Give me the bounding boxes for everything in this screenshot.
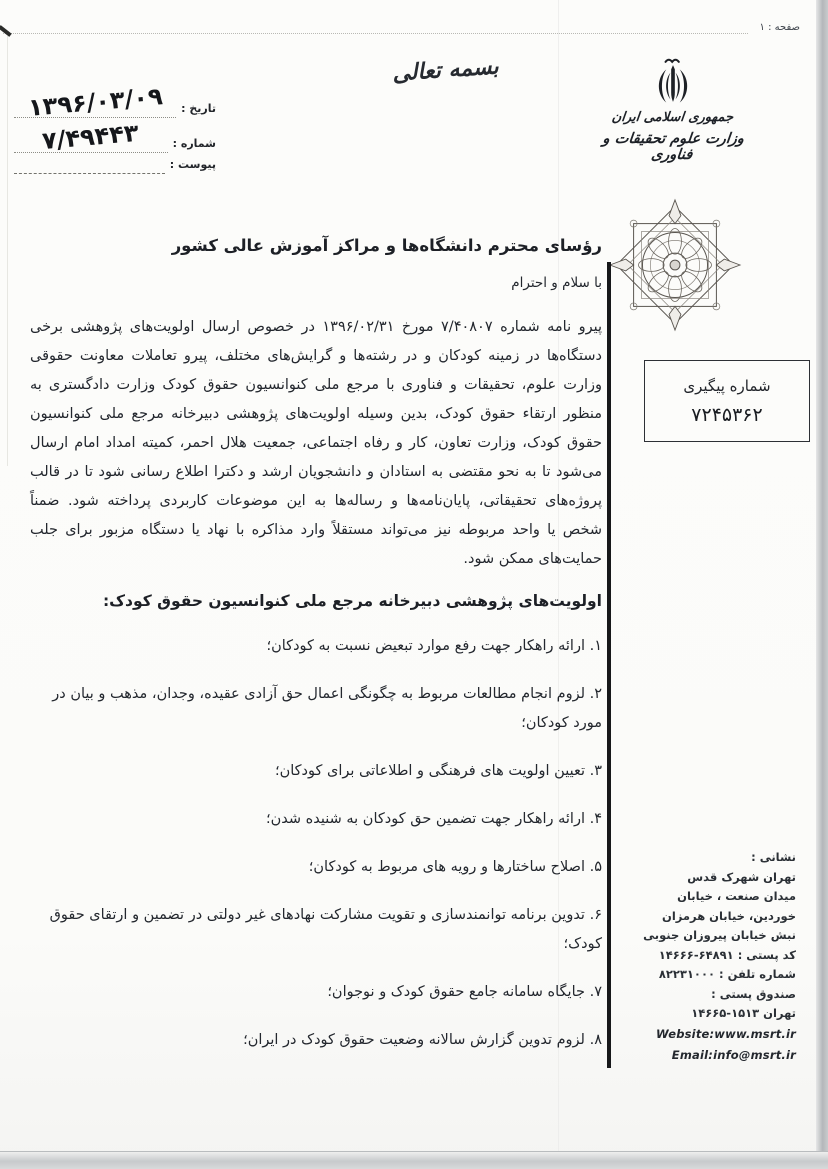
- priority-item-1: ۱. ارائه راهکار جهت رفع موارد تبعیض نسبت به کودکان؛: [266, 638, 602, 654]
- address-line: خوردین، خیابان هرمزان: [662, 908, 796, 923]
- attachment-blank-line: [14, 161, 165, 174]
- po-box-label: صندوق پستی :: [711, 986, 796, 1001]
- letter-main-column: [30, 236, 602, 1074]
- website-line: Website:www.msrt.ir: [656, 1026, 796, 1041]
- phone-line: [598, 965, 796, 985]
- po-box-line: [598, 1004, 796, 1024]
- priority-item-3: ۳. تعیین اولویت های فرهنگی و اطلاعاتی برای کودکان؛: [274, 763, 602, 779]
- priority-item-5: ۵. اصلاح ساختارها و رویه های مربوط به کودکان؛: [308, 859, 602, 875]
- priority-item-8: ۸. لزوم تدوین گزارش سالانه وضعیت حقوق کودک در ایران؛: [243, 1032, 602, 1048]
- priority-item-6: ۶. تدوین برنامه توانمندسازی و تقویت مشارکت نهادهای غیر دولتی در تضمین و ارتقای حقوق کودک؛: [49, 907, 602, 952]
- tracking-number-label: شماره پیگیری: [683, 376, 771, 395]
- postal-code-line: [598, 946, 796, 966]
- address-line: میدان صنعت ، خیابان: [677, 889, 796, 903]
- number-value-handwritten: ۷/۴۹۴۴۳: [41, 118, 141, 156]
- address-line: تهران شهرک قدس: [687, 869, 796, 884]
- letter-body-paragraph: پیرو نامه شماره ۷/۴۰۸۰۷ مورخ ۱۳۹۶/۰۲/۳۱ در خصوص ارسال اولویت‌های پژوهشی برخی دستگاه‌ها در زمینه کودکان و در رشته‌ها و گرایش‌های مختلف، پیرو تعاملات معاونت حقوقی وزارت علوم، تحقیقات و فناوری با مرجع ملی کنوانسیون حقوق کودک وزارت دادگستری به منظور ارتقاء حقوق کودک، بدین وسیله اولویت‌های پژوهشی دبیرخانه مرجع ملی کنوانسیون حقوق کودک، وزارت تعاون، کار و رفاه اجتماعی، جمعیت هلال احمر، کمیته امداد امام ارسال می‌شود تا به نحو مقتضی به استادان و دانشجویان ارشد و دکترا اطلاع رسانی شود تا در قالب پروژه‌های تحقیقاتی، پایان‌نامه‌ها و رساله‌ها به این موضوعات کاربردی پرداخته شود. ضمناً شخص یا واحد مربوطه نیز می‌تواند مستقلاً وارد مذاکره با نهاد یا دستگاه مزبور برای جلب حمایت‌های ممکن شود.: [30, 319, 602, 567]
- scan-left-faint-line: [7, 36, 8, 466]
- address-line: نبش خیابان پیروزان جنوبی: [643, 928, 796, 942]
- postal-code-label: کد پستی :: [737, 947, 796, 962]
- eight-point-star-rosette-icon: [604, 196, 746, 334]
- phone-value: ۸۲۲۳۱۰۰۰: [658, 967, 715, 981]
- contact-block: [598, 848, 796, 1066]
- phone-label: شماره تلفن :: [719, 967, 796, 981]
- priority-item-2: ۲. لزوم انجام مطالعات مربوط به چگونگی اعمال حق آزادی عقیده، وجدان، مذهب و بیان در مورد کودکان؛: [52, 686, 602, 731]
- priority-item-4: ۴. ارائه راهکار جهت تضمین حق کودکان به شنیده شدن؛: [266, 811, 602, 827]
- postal-code-value: ۱۴۶۶۶-۶۴۸۹۱: [658, 947, 734, 962]
- priority-item-7: ۷. جایگاه سامانه جامع حقوق کودک و نوجوان؛: [327, 984, 602, 1000]
- scan-left-edge-mark: [0, 25, 12, 37]
- scan-bottom-edge-band: [0, 1151, 828, 1169]
- org-name-line2: وزارت علوم تحقیقات و فناوری: [601, 131, 745, 163]
- letter-meta-fields: [14, 82, 216, 179]
- attachment-row: [14, 158, 216, 174]
- recipient-title: رؤسای محترم دانشگاه‌ها و مراکز آموزش عالی کشور: [171, 236, 602, 255]
- date-row: [14, 82, 216, 122]
- tracking-number-value: ۷۲۴۵۳۶۲: [691, 403, 763, 426]
- scan-right-edge-band: [816, 0, 828, 1169]
- besmele-calligraphy: بسمه تعالی: [391, 54, 500, 87]
- org-name-line1: جمهوری اسلامی ایران: [611, 110, 734, 125]
- salutation: با سلام و احترام: [511, 275, 602, 291]
- email-line: Email:info@msrt.ir: [671, 1047, 796, 1062]
- date-label: تاریخ :: [181, 102, 216, 115]
- page-number-label: صفحه : ۱: [759, 22, 800, 33]
- address-label: نشانی :: [751, 850, 796, 864]
- tracking-number-box: [644, 360, 810, 442]
- number-row: [14, 118, 216, 156]
- date-value-handwritten: ۱۳۹۶/۰۳/۰۹: [26, 82, 164, 122]
- po-box-city: تهران: [763, 1006, 796, 1020]
- attachment-label: پیوست :: [169, 158, 216, 171]
- priorities-heading: اولویت‌های پژوهشی دبیرخانه مرجع ملی کنوانسیون حقوق کودک:: [102, 592, 602, 610]
- number-label: شماره :: [172, 137, 216, 150]
- po-box-value: ۱۴۶۶۵-۱۵۱۳: [691, 1006, 760, 1020]
- iran-national-emblem-icon: [580, 56, 765, 106]
- scan-top-dotted-line: [3, 33, 748, 34]
- letterhead: [580, 56, 765, 163]
